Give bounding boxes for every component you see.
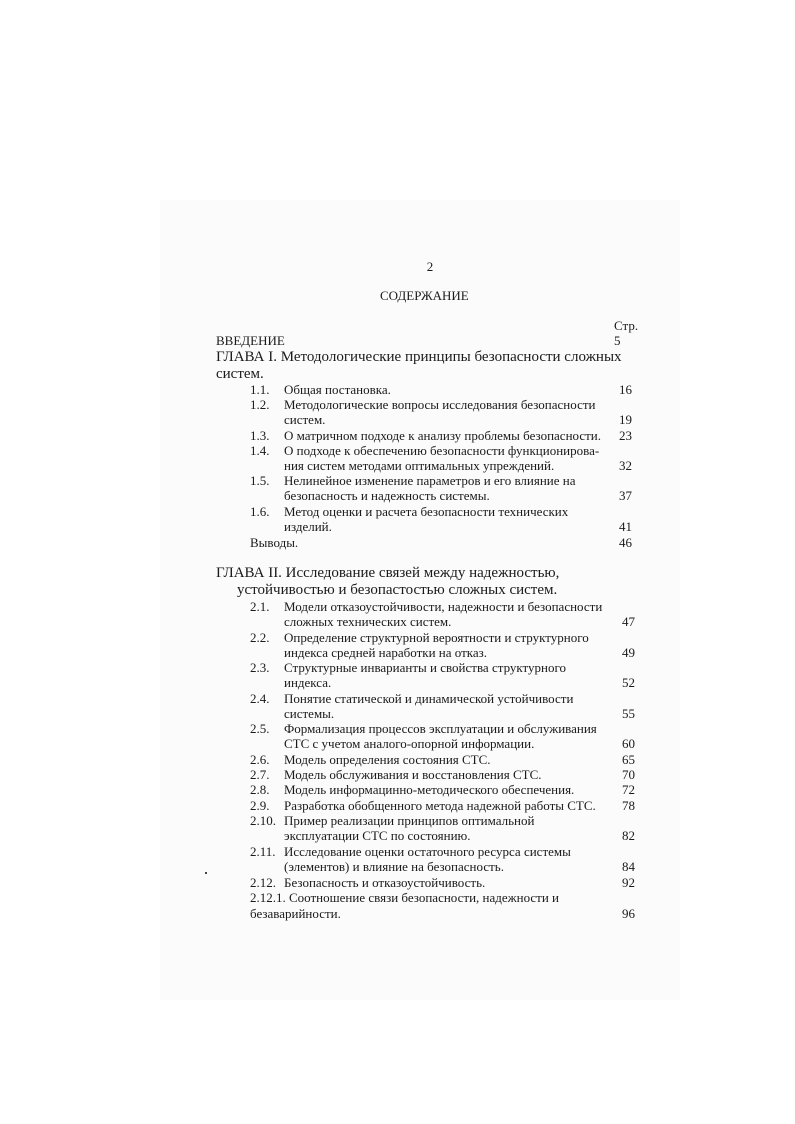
toc-item-title: Модель информацинно-методического обеспечения.: [284, 782, 575, 797]
toc-item-title-cont: безопасность и надежность системы.: [284, 488, 490, 503]
toc-item-number: 2.5.: [250, 721, 270, 736]
toc-item-title: Модель определения состояния СТС.: [284, 752, 491, 767]
chapter-1-title: ГЛАВА I. Методологические принципы безопасности сложных: [216, 349, 622, 365]
toc-item-number: 2.10.: [250, 813, 276, 828]
toc-item-page: 84: [622, 859, 635, 874]
toc-item-number: 2.2.: [250, 630, 270, 645]
toc-item-title-cont: ния систем методами оптимальных упреждений.: [284, 458, 555, 473]
toc-item-number: 2.9.: [250, 798, 270, 813]
chapter-1-title-cont: систем.: [216, 366, 264, 382]
chapter-2-title: ГЛАВА II. Исследование связей между надежностью,: [216, 565, 560, 581]
toc-item-page: 49: [622, 645, 635, 660]
toc-item-title-cont: эксплуатации СТС по состоянию.: [284, 828, 471, 843]
toc-item-title: Общая постановка.: [284, 382, 391, 397]
scan-speck: [205, 872, 207, 874]
toc-item-number: 1.5.: [250, 473, 270, 488]
toc-item-title: Формализация процессов эксплуатации и обслуживания: [284, 721, 597, 736]
toc-item-page: 82: [622, 828, 635, 843]
chapter-2-title-cont: устойчивостью и безопастостью сложных систем.: [237, 582, 558, 598]
toc-item-number: 1.1.: [250, 382, 270, 397]
toc-item-title-cont: изделий.: [284, 519, 332, 534]
toc-item-title: Модели отказоустойчивости, надежности и безопасности: [284, 599, 603, 614]
toc-item-number: 2.3.: [250, 660, 270, 675]
toc-item-title: Методологические вопросы исследования безопасности: [284, 397, 596, 412]
toc-item-title-cont: СТС с учетом аналого-опорной информации.: [284, 736, 535, 751]
toc-item-number: 2.1.: [250, 599, 270, 614]
toc-item-page: 41: [619, 519, 632, 534]
toc-item-title: Разработка обобщенного метода надежной работы СТС.: [284, 798, 596, 813]
toc-item-number: 2.7.: [250, 767, 270, 782]
toc-item-title: Структурные инварианты и свойства структурного: [284, 660, 567, 675]
toc-item-title: Понятие статической и динамической устойчивости: [284, 691, 574, 706]
toc-item-number: 2.12.: [250, 875, 276, 890]
page-number: 2: [426, 259, 434, 274]
toc-item-title: Исследование оценки остаточного ресурса системы: [284, 844, 571, 859]
toc-item-title: Нелинейное изменение параметров и его влияние на: [284, 473, 576, 488]
toc-item-page: 19: [619, 412, 632, 427]
toc-item-number: 1.2.: [250, 397, 270, 412]
toc-item-title: Определение структурной вероятности и структурного: [284, 630, 589, 645]
toc-item-title: Метод оценки и расчета безопасности технических: [284, 504, 569, 519]
toc-item-page: 60: [622, 736, 635, 751]
toc-item-page: 37: [619, 488, 632, 503]
toc-item-title-cont: индекса средней наработки на отказ.: [284, 645, 488, 660]
toc-item-title-cont: системы.: [284, 706, 335, 721]
toc-item-title-cont: (элементов) и влияние на безопасность.: [284, 859, 504, 874]
toc-item-title: Пример реализации принципов оптимальной: [284, 813, 535, 828]
toc-item-page: 16: [619, 382, 632, 397]
toc-item-number: 2.8.: [250, 782, 270, 797]
toc-item-title: О подходе к обеспечению безопасности функционирова-: [284, 443, 600, 458]
toc-intro-label: ВВЕДЕНИЕ: [216, 333, 285, 348]
toc-item-number: 1.6.: [250, 504, 270, 519]
toc-item-page: 78: [622, 798, 635, 813]
toc-intro-page: 5: [614, 333, 621, 348]
toc-item-number: 1.3.: [250, 428, 270, 443]
toc-item-number: 1.4.: [250, 443, 270, 458]
toc-item-page: 47: [622, 614, 635, 629]
toc-title: СОДЕРЖАНИЕ: [380, 288, 469, 303]
toc-item-title-cont: сложных технических систем.: [284, 614, 452, 629]
toc-item-page: 52: [622, 675, 635, 690]
toc-item-title: Безопасность и отказоустойчивость.: [284, 875, 486, 890]
toc-conclusions-label: Выводы.: [250, 535, 299, 550]
toc-item-page: 92: [622, 875, 635, 890]
toc-item-page: 55: [622, 706, 635, 721]
toc-item-number: 2.11.: [250, 844, 276, 859]
toc-item-title: О матричном подходе к анализу проблемы безопасности.: [284, 428, 602, 443]
toc-conclusions-page: 46: [619, 535, 632, 550]
toc-item-title-cont: индекса.: [284, 675, 332, 690]
toc-item-page: 32: [619, 458, 632, 473]
toc-subitem-title: 2.12.1. Соотношение связи безопасности, надежности и: [250, 890, 560, 905]
toc-subitem-title-cont: безаварийности.: [250, 906, 341, 921]
toc-item-page: 65: [622, 752, 635, 767]
toc-item-number: 2.4.: [250, 691, 270, 706]
toc-item-page: 70: [622, 767, 635, 782]
page-column-header: Стр.: [614, 318, 639, 333]
toc-item-page: 23: [619, 428, 632, 443]
toc-item-number: 2.6.: [250, 752, 270, 767]
toc-item-title: Модель обслуживания и восстановления СТС.: [284, 767, 542, 782]
toc-subitem-page: 96: [622, 906, 635, 921]
toc-item-page: 72: [622, 782, 635, 797]
toc-item-title-cont: систем.: [284, 412, 326, 427]
